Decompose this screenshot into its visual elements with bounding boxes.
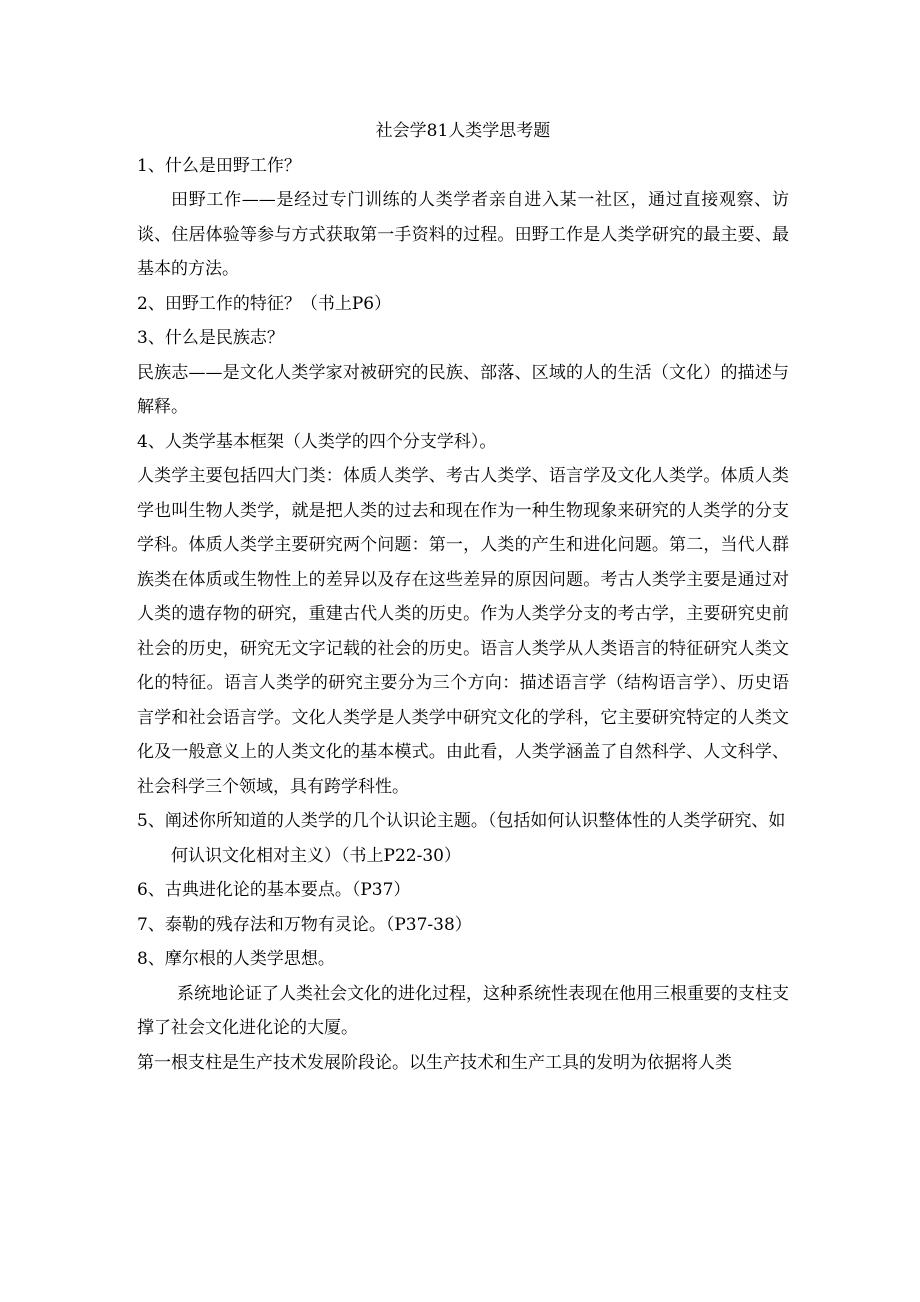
answer-8-pillar-1: 第一根支柱是生产技术发展阶段论。以生产技术和生产工具的发明为依据将人类 bbox=[137, 1052, 732, 1073]
answer-8: 系统地论证了人类社会文化的进化过程，这种系统性表现在他用三根重要的支柱支撑了社会文化进化论的大厦。 bbox=[137, 983, 789, 1038]
question-6: 6、古典进化论的基本要点。（P37） bbox=[137, 880, 411, 900]
document-title: 社会学81人类学思考题 bbox=[375, 121, 551, 141]
question-2: 2、田野工作的特征？（书上P6） bbox=[137, 293, 392, 314]
answer-1: 田野工作——是经过专门训练的人类学者亲自进入某一社区，通过直接观察、访谈、住居体验等参与方式获取第一手资料的过程。田野工作是人类学研究的最主要、最基本的方法。 bbox=[137, 190, 789, 279]
question-8: 8、摩尔根的人类学思想。 bbox=[137, 949, 335, 969]
question-4: 4、人类学基本框架（人类学的四个分支学科）。 bbox=[137, 431, 497, 452]
answer-3: 民族志——是文化人类学家对被研究的民族、部落、区域的人的生活（文化）的描述与解释。 bbox=[137, 362, 789, 417]
question-1: 1、什么是田野工作？ bbox=[137, 155, 301, 176]
question-3: 3、什么是民族志？ bbox=[137, 328, 284, 348]
question-5: 5、阐述你所知道的人类学的几个认识论主题。（包括如何认识整体性的人类学研究、如何认识文化相对主义）（书上P22-30） bbox=[137, 811, 786, 866]
answer-4: 人类学主要包括四大门类：体质人类学、考古人类学、语言学及文化人类学。体质人类学也叫生物人类学，就是把人类的过去和现在作为一种生物现象来研究的人类学的分支学科。体质人类学主要研究两个问题：第一，人类的产生和进化问题。第二，当代人群族类在体质或生物性上的差异以及存在这些差异的原因问题。考古人类学主要是通过对人类的遗存物的研究，重建古代人类的历史。作为人类学分支的考古学，主要研究史前社会的历史，研究无文字记载的社会的历史。语言人类学从人类语言的特征研究人类文化的特征。语言人类学的研究主要分为三个方向：描述语言学（结构语言学）、历史语言学和社会语言学。文化人类学是人类学中研究文化的学科，它主要研究特定的人类文化及一般意义上的人类文化的基本模式。由此看，人类学涵盖了自然科学、人文科学、社会科学三个领域，具有跨学科性。 bbox=[137, 466, 789, 797]
question-7: 7、泰勒的残存法和万物有灵论。（P37-38） bbox=[137, 914, 472, 935]
document-body bbox=[137, 114, 789, 1080]
